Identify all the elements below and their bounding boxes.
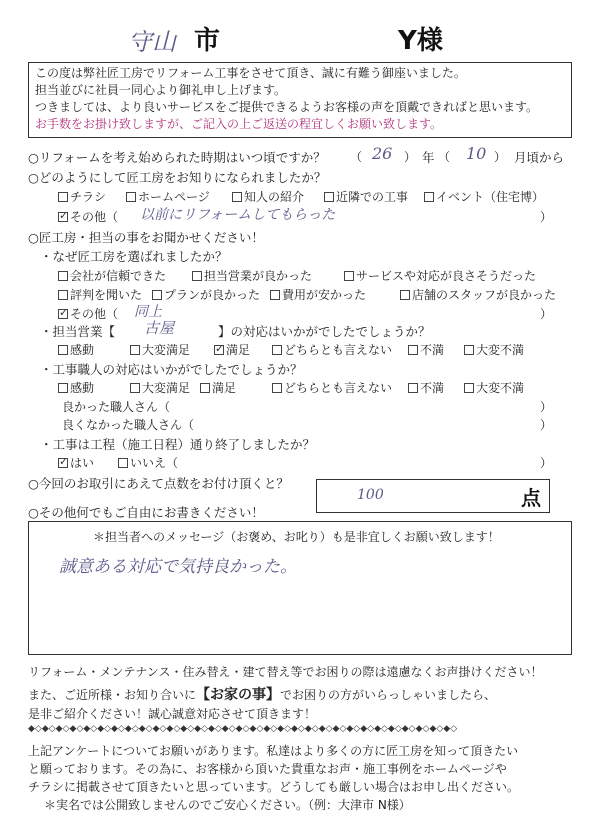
city-handwritten: 守山 [128, 28, 176, 56]
q7-label: ○今回のお取引にあえて点数をお付け頂くと？ [28, 476, 289, 491]
q5-rating-very-dissatisfied[interactable]: 大変不満 [464, 379, 524, 396]
q4-rating-moved[interactable]: 感動 [58, 341, 94, 358]
footer-line-1: リフォーム・メンテナンス・住み替え・建て替え等でお困りの際は遠慮なくお声掛けください！ [28, 665, 543, 679]
checkbox[interactable] [400, 290, 410, 300]
q5-good-close: ） [540, 400, 553, 414]
q3-label: ・なぜ匠工房を選ばれましたか？ [40, 249, 228, 264]
q3-option-sales-rep[interactable]: 担当営業が良かった [192, 267, 312, 284]
checkbox[interactable] [126, 192, 136, 202]
q4-rating-neutral[interactable]: どちらとも言えない [272, 341, 392, 358]
checkbox[interactable] [58, 383, 68, 393]
q4-rating-dissatisfied[interactable]: 不満 [408, 341, 444, 358]
checkbox[interactable] [200, 383, 210, 393]
q3-option-price[interactable]: 費用が安かった [270, 286, 366, 303]
score-value: 100 [357, 487, 384, 503]
footer-line-3: 是非ご紹介ください！誠心誠意対応させて頂きます！ [28, 707, 317, 721]
message-box[interactable] [28, 521, 572, 655]
q3-option-reputation[interactable]: 評判を聞いた [58, 286, 142, 303]
q2-option-nearby-work[interactable]: 近隣での工事 [324, 188, 408, 205]
q3-option-trust[interactable]: 会社が信頼できた [58, 267, 166, 284]
q1-year-label: 年 [422, 150, 435, 165]
request-line-4: ＊実名では公開致しませんのでご安心ください。（例：大津市 N様） [44, 798, 411, 812]
q8-label: ○その他何でもご自由にお書きください！ [28, 505, 264, 520]
q1-close-paren-month: ） [494, 150, 507, 164]
checkbox[interactable] [58, 290, 68, 300]
checkbox-checked[interactable] [58, 458, 68, 468]
footer-line-2c: でお困りの方がいらっしゃいましたら、 [280, 688, 497, 702]
q5-rating-satisfied[interactable]: 満足 [200, 379, 236, 396]
intro-box [28, 62, 572, 138]
checkbox[interactable] [424, 192, 434, 202]
checkbox[interactable] [192, 271, 202, 281]
q5-rating-neutral[interactable]: どちらとも言えない [272, 379, 392, 396]
checkbox[interactable] [324, 192, 334, 202]
message-handwritten: 誠意ある対応で気持良かった。 [59, 557, 297, 577]
checkbox-checked[interactable] [58, 212, 68, 222]
q6-option-yes[interactable]: ✓はい [58, 454, 94, 471]
q1-label: ○リフォームを考え始められた時期はいつ頃ですか？ [28, 150, 326, 165]
checkbox[interactable] [344, 271, 354, 281]
q6-close: ） [540, 456, 553, 470]
q6-label: ・工事は工程（施工日程）通り終了しましたか？ [40, 437, 316, 452]
q1-year-value: 26 [372, 144, 393, 163]
q5-rating-moved[interactable]: 感動 [58, 379, 94, 396]
q5-rating-very-satisfied[interactable]: 大変満足 [130, 379, 190, 396]
q4-rating-satisfied[interactable]: ✓ 満足 [214, 341, 250, 358]
q2-option-referral[interactable]: 知人の紹介 [232, 188, 304, 205]
footer-house-matters: 【お家の事】 [196, 687, 281, 703]
checkbox[interactable] [58, 192, 68, 202]
message-note: ＊担当者へのメッセージ（お褒め、お叱り）も是非宜しくお願い致します！ [93, 530, 500, 544]
q4-rep-name: 古屋 [144, 319, 175, 337]
q3-option-other[interactable]: ✓その他（ [58, 305, 118, 322]
q2-label: ○どのようにして匠工房をお知りになられましたか？ [28, 170, 327, 185]
score-unit: 点 [521, 486, 541, 510]
q4-rating-very-dissatisfied[interactable]: 大変不満 [464, 341, 524, 358]
request-line-3: チラシに掲載させて頂きたいと思っています。どうしても厳しい場合はお申し出ください。 [28, 780, 520, 794]
q6-option-no[interactable]: いいえ（ [118, 454, 178, 471]
q2-other-close: ） [540, 210, 553, 224]
request-line-2: と願っております。その為に、お客様から頂いた貴重なお声・施工事例をホームページや [28, 762, 507, 776]
score-box[interactable] [316, 479, 550, 513]
request-line-1: 上記アンケートについてお願いがあります。私達はより多くの方に匠工房を知って頂きたい [28, 744, 519, 758]
q3-other-close: ） [540, 307, 553, 321]
section-label: ○匠工房・担当の事をお聞かせください！ [28, 230, 264, 245]
intro-line-4: お手数をお掛け致しますが、ご記入の上ご返送の程宜しくお願い致します。 [35, 117, 443, 131]
checkbox[interactable] [272, 383, 282, 393]
footer-line-2a: また、ご近所様・お知り合いに [28, 688, 197, 702]
checkbox-checked[interactable] [58, 309, 68, 319]
q2-option-homepage[interactable]: ホームページ [126, 188, 210, 205]
intro-line-2: 担当並びに社員一同心より御礼申し上げます。 [35, 83, 287, 97]
intro-line-3: つきましては、より良いサービスをご提供できるようお客様の声を頂戴できればと思います。 [35, 100, 539, 114]
checkbox[interactable] [130, 383, 140, 393]
q5-label: ・工事職人の対応はいかがでしたでしょうか？ [40, 362, 303, 377]
q3-option-store-staff[interactable]: 店舗のスタッフが良かった [400, 286, 556, 303]
q3-option-service[interactable]: サービスや対応が良さそうだった [344, 267, 536, 284]
q4-suffix: 】の対応はいかがでしたでしょうか？ [218, 324, 431, 339]
checkbox[interactable] [464, 345, 474, 355]
q3-other-value: 同上 [134, 304, 162, 320]
q1-month-label: 月頃から [514, 150, 565, 165]
q4-rating-very-satisfied[interactable]: 大変満足 [130, 341, 190, 358]
q1-close-paren-year: ） [404, 150, 417, 164]
q2-option-flyer[interactable]: チラシ [58, 188, 106, 205]
q4-prefix: ・担当営業【 [40, 324, 116, 339]
checkbox-checked[interactable] [214, 345, 224, 355]
checkbox[interactable] [58, 271, 68, 281]
q1-open-paren-year: （ [350, 150, 363, 164]
q5-good-craftsman-label: 良かった職人さん（ [62, 400, 171, 414]
checkbox[interactable] [232, 192, 242, 202]
checkbox[interactable] [464, 383, 474, 393]
q1-open-paren-month: （ [438, 150, 451, 164]
q2-option-event[interactable]: イベント（住宅博） [424, 188, 544, 205]
q1-month-value: 10 [466, 144, 487, 163]
intro-line-1: この度は弊社匠工房でリフォーム工事をさせて頂き、誠に有難う御座いました。 [35, 66, 466, 80]
q5-bad-close: ） [540, 418, 553, 432]
q5-bad-craftsman-label: 良くなかった職人さん（ [62, 418, 195, 432]
q5-rating-dissatisfied[interactable]: 不満 [408, 379, 444, 396]
checkbox[interactable] [408, 345, 418, 355]
checkbox[interactable] [152, 290, 162, 300]
checkbox[interactable] [408, 383, 418, 393]
customer-name: Y様 [398, 26, 443, 56]
footer-line-2 [28, 684, 496, 704]
checkbox[interactable] [130, 345, 140, 355]
checkbox[interactable] [58, 345, 68, 355]
checkbox[interactable] [270, 290, 280, 300]
city-suffix: 市 [194, 26, 221, 56]
checkbox[interactable] [272, 345, 282, 355]
checkbox[interactable] [118, 458, 128, 468]
q3-option-plan[interactable]: プランが良かった [152, 286, 260, 303]
diamond-divider: ◆◇◆◇◆◇◆◇◆◇◆◇◆◇◆◇◆◇◆◇◆◇◆◇◆◇◆◇◆◇◆◇◆◇◆◇◆◇◆◇◆◇◆◇◆◇◆◇◆◇◆◇◆◇◆◇◆◇◆◇◆◇ [28, 724, 458, 734]
q2-option-other[interactable]: ✓その他（ [58, 208, 118, 225]
q2-other-value: 以前にリフォームしてもらった [140, 207, 336, 223]
